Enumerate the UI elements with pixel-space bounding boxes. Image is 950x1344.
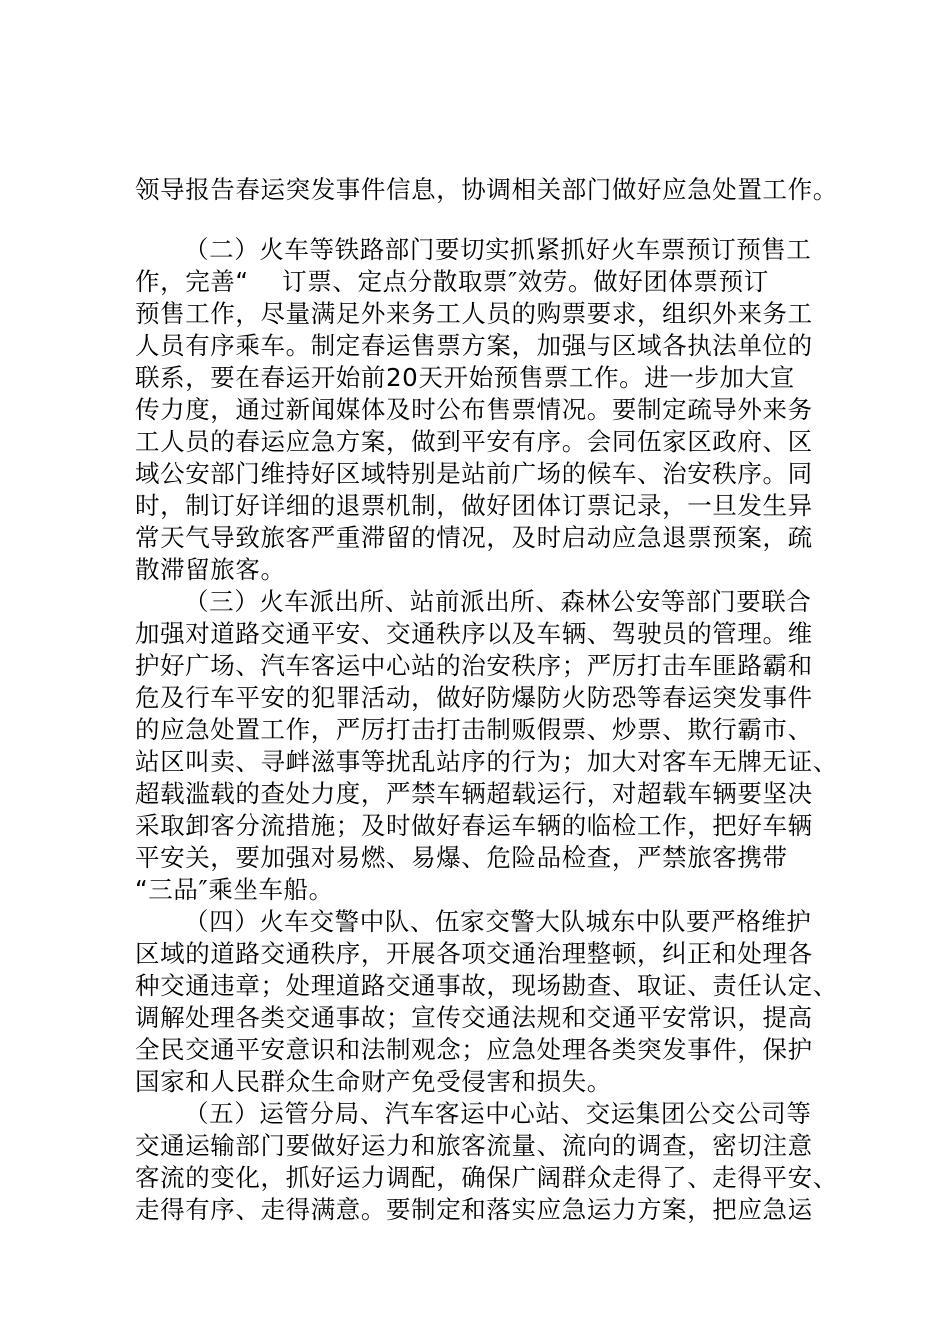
text-line: 常天气导致旅客严重滞留的情况，及时启动应急退票预案，疏 <box>135 523 813 552</box>
text-line: 走得有序、走得满意。要制定和落实应急运力方案，把应急运 <box>135 1195 813 1224</box>
text-line: 领导报告春运突发事件信息，协调相关部门做好应急处置工作。 <box>135 175 838 204</box>
text-line: 护好广场、汽车客运中心站的治安秩序；严厉打击车匪路霸和 <box>135 651 813 680</box>
text-line: 的应急处置工作，严厉打击打击制贩假票、炒票、欺行霸市、 <box>135 715 813 744</box>
text-line: （四）火车交警中队、伍家交警大队城东中队要严格维护 <box>184 907 812 936</box>
text-line: 工人员的春运应急方案，做到平安有序。会同伍家区政府、区 <box>135 427 813 456</box>
text-line: 全民交通平安意识和法制观念；应急处理各类突发事件，保护 <box>135 1035 813 1064</box>
text-line: 采取卸客分流措施；及时做好春运车辆的临检工作，把好车辆 <box>135 811 813 840</box>
text-line: “三品″乘坐车船。 <box>135 875 334 904</box>
text-line: 超载滥载的查处力度，严禁车辆超载运行，对超载车辆要坚决 <box>135 779 813 808</box>
text-line: 时，制订好详细的退票机制，做好团体订票记录，一旦发生异 <box>135 491 813 520</box>
text-line: （三）火车派出所、站前派出所、森林公安等部门要联合 <box>184 587 812 616</box>
text-line: 危及行车平安的犯罪活动，做好防爆防火防恐等春运突发事件 <box>135 683 813 712</box>
text-line: 调解处理各类交通事故；宣传交通法规和交通平安常识，提高 <box>135 1003 813 1032</box>
text-line: 交通运输部门要做好运力和旅客流量、流向的调查，密切注意 <box>135 1131 813 1160</box>
text-line: 区域的道路交通秩序，开展各项交通治理整顿，纠正和处理各 <box>135 939 813 968</box>
text-line: 散滞留旅客。 <box>135 555 286 584</box>
text-line: 预售工作，尽量满足外来务工人员的购票要求，组织外来务工 <box>135 299 813 328</box>
text-line: 种交通违章；处理道路交通事故，现场勘查、取证、责任认定、 <box>135 971 838 1000</box>
text-line: 客流的变化，抓好运力调配，确保广阔群众走得了、走得平安、 <box>135 1163 838 1192</box>
text-line: 人员有序乘车。制定春运售票方案，加强与区域各执法单位的 <box>135 331 813 360</box>
text-line: 传力度，通过新闻媒体及时公布售票情况。要制定疏导外来务 <box>135 395 813 424</box>
text-line: 域公安部门维持好区域特别是站前广场的候车、治安秩序。同 <box>135 459 813 488</box>
text-line: （五）运管分局、汽车客运中心站、交运集团公交公司等 <box>184 1099 812 1128</box>
text-line: （二）火车等铁路部门要切实抓紧抓好火车票预订预售工 <box>184 235 812 264</box>
text-line: 联系，要在春运开始前20天开始预售票工作。进一步加大宣 <box>135 363 795 392</box>
text-line: 站区叫卖、寻衅滋事等扰乱站序的行为；加大对客车无牌无证、 <box>135 747 838 776</box>
text-line: 国家和人民群众生命财产免受侵害和损失。 <box>135 1067 612 1096</box>
text-line: 加强对道路交通平安、交通秩序以及车辆、驾驶员的管理。维 <box>135 619 813 648</box>
text-line: 平安关，要加强对易燃、易爆、危险品检查，严禁旅客携带 <box>135 843 788 872</box>
text-line: 作，完善“ 订票、定点分散取票″效劳。做好团体票预订 <box>135 267 769 296</box>
